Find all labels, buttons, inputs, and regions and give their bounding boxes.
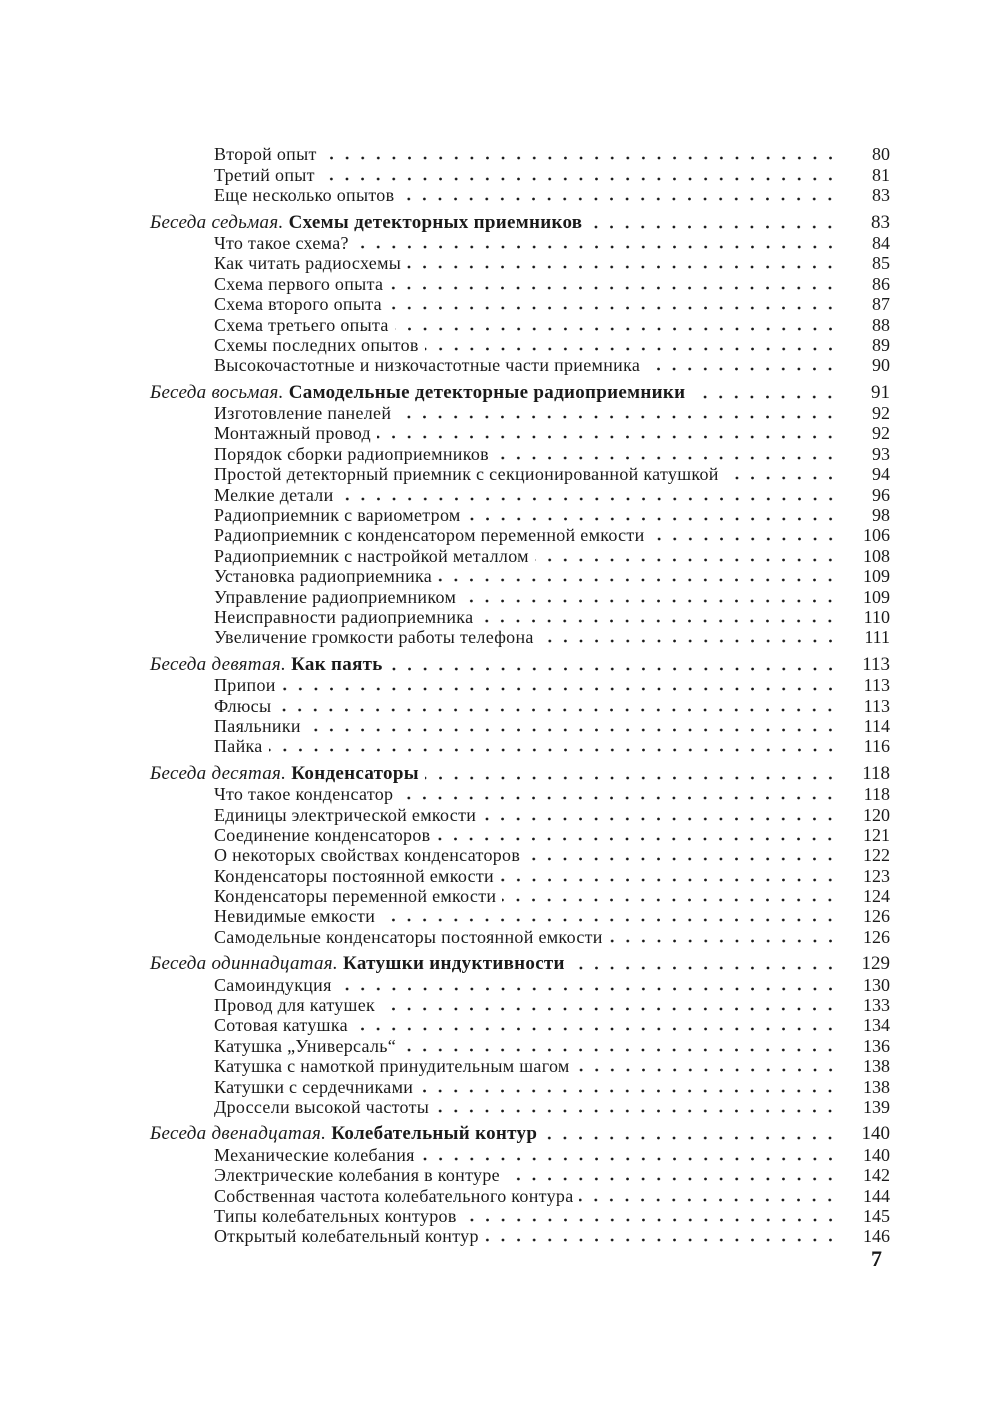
toc-entry (150, 906, 890, 926)
toc-entry-title: Еще несколько опытов (214, 185, 395, 206)
toc-entry-title: Флюсы (214, 695, 272, 716)
toc-entry-title: Порядок сборки радиоприемников (214, 443, 489, 464)
toc-entry (150, 505, 890, 525)
dot-leader (388, 305, 838, 311)
dot-leader (400, 196, 838, 202)
dot-leader (399, 795, 838, 801)
dot-leader (651, 536, 838, 542)
dot-leader (323, 155, 838, 161)
toc-entry-title: Паяльники (214, 715, 301, 736)
toc-entry-title (150, 383, 685, 403)
toc-page-number: 106 (863, 525, 890, 546)
toc-entry-title: Мелкие детали (214, 484, 334, 505)
dot-leader (646, 366, 838, 372)
dot-leader (571, 965, 838, 971)
dot-leader (435, 1108, 838, 1114)
toc-page-number: 110 (863, 606, 890, 627)
toc-entry (150, 736, 890, 756)
toc-section-entry (150, 763, 890, 783)
toc-entry-title: Схема первого опыта (214, 273, 384, 294)
dot-leader (576, 1067, 838, 1073)
toc-entry (150, 607, 890, 627)
toc-entry (150, 926, 890, 946)
toc-entry-title: Высокочастотные и низкочастотные части приемника (214, 355, 641, 376)
dot-leader (479, 618, 838, 624)
toc-entry-title: Схема третьего опыта (214, 314, 389, 335)
toc-entry-title: Простой детекторный приемник с секционированной катушкой (214, 464, 719, 485)
toc-entry (150, 253, 890, 273)
toc-entry-title: Катушка „Универсаль“ (214, 1035, 397, 1056)
toc-entry-title: Сотовая катушка (214, 1015, 348, 1036)
toc-entry (150, 443, 890, 463)
toc-page-number: 121 (863, 824, 890, 845)
toc-entry (150, 627, 890, 647)
dot-leader (277, 707, 838, 713)
toc-entry-title: Увеличение громкости работы телефона (214, 627, 534, 648)
dot-leader (438, 577, 838, 583)
dot-leader (282, 686, 838, 692)
toc-entry-title: Как читать радиосхемы (214, 253, 402, 274)
toc-entry-title: Конденсаторы постоянной емкости (214, 865, 494, 886)
dot-leader (321, 176, 838, 182)
toc-entry-title: Самодельные конденсаторы постоянной емкости (214, 926, 603, 947)
toc-entry (150, 273, 890, 293)
toc-entry (150, 865, 890, 885)
toc-entry-title: Механические колебания (214, 1144, 415, 1165)
toc-page-number: 146 (863, 1226, 890, 1247)
toc-entry (150, 1206, 890, 1226)
toc-entry (150, 1015, 890, 1035)
section-ordinal: Беседа двенадцатая. (150, 1123, 327, 1145)
toc-page-number: 118 (863, 784, 890, 805)
toc-entry (150, 1165, 890, 1185)
toc-page-number: 142 (863, 1165, 890, 1186)
toc-page-number: 129 (861, 953, 890, 975)
toc-entry-title (150, 655, 383, 675)
section-title: Конденсаторы (291, 762, 419, 784)
dot-leader (609, 938, 838, 944)
toc-entry-title: Установка радиоприемника (214, 566, 433, 587)
dot-leader (307, 727, 838, 733)
dot-leader (419, 1088, 838, 1094)
toc-entry-title (150, 764, 419, 784)
section-ordinal: Беседа девятая. (150, 653, 287, 675)
toc-entry (150, 586, 890, 606)
toc-entry-title: Провод для катушек (214, 995, 376, 1016)
dot-leader (269, 747, 838, 753)
dot-leader (495, 455, 838, 461)
toc-page-number: 94 (872, 464, 890, 485)
toc-page-number: 90 (872, 355, 890, 376)
section-ordinal: Беседа седьмая. (150, 211, 284, 233)
toc-entry (150, 525, 890, 545)
dot-leader (389, 285, 838, 291)
dot-leader (421, 1156, 838, 1162)
toc-page-number: 80 (872, 144, 890, 165)
toc-page-number: 139 (863, 1096, 890, 1117)
toc-entry-title: Открытый колебательный контур (214, 1226, 479, 1247)
dot-leader (381, 917, 838, 923)
toc-entry-title (150, 1124, 537, 1144)
toc-section-entry (150, 212, 890, 232)
toc-page-number: 86 (872, 273, 890, 294)
toc-page-number: 136 (863, 1035, 890, 1056)
toc-entry-title: Управление радиоприемником (214, 586, 457, 607)
dot-leader (462, 598, 838, 604)
toc-entry (150, 144, 890, 164)
toc-entry-title: Типы колебательных контуров (214, 1205, 457, 1226)
dot-leader (691, 394, 838, 400)
dot-leader (377, 434, 838, 440)
toc-entry (150, 784, 890, 804)
toc-page-number: 92 (872, 403, 890, 424)
dot-leader (588, 224, 838, 230)
toc-entry (150, 314, 890, 334)
dot-leader (543, 1135, 838, 1141)
section-title: Катушки индуктивности (343, 953, 565, 975)
dot-leader (407, 264, 838, 270)
dot-leader (340, 496, 838, 502)
toc-page-number: 85 (872, 253, 890, 274)
dot-leader (526, 856, 838, 862)
toc-page-number: 124 (863, 886, 890, 907)
dot-leader (535, 557, 838, 563)
toc-page-number: 140 (861, 1123, 890, 1145)
toc-page-number: 118 (862, 762, 890, 784)
toc-page-number: 89 (872, 334, 890, 355)
toc-section-entry (150, 382, 890, 402)
toc-entry (150, 545, 890, 565)
toc-page-number: 116 (863, 736, 890, 757)
section-title: Самодельные детекторные радиоприемники (288, 381, 686, 403)
toc-entry (150, 233, 890, 253)
toc-entry-title: Невидимые емкости (214, 906, 376, 927)
toc-page-number: 87 (872, 294, 890, 315)
toc-page-number: 88 (872, 314, 890, 335)
dot-leader (395, 326, 838, 332)
toc-page-number: 122 (863, 845, 890, 866)
toc-entry-title: Катушки с сердечниками (214, 1076, 414, 1097)
toc-entry-title: Катушка с намоткой принудительным шагом (214, 1056, 570, 1077)
toc-entry (150, 464, 890, 484)
toc-entry-title: Самоиндукция (214, 974, 332, 995)
page-number: 7 (871, 1246, 882, 1271)
toc-entry-title: Что такое схема? (214, 232, 349, 253)
toc-page-number: 114 (863, 715, 890, 736)
toc-page-number: 120 (863, 804, 890, 825)
section-ordinal: Беседа десятая. (150, 762, 287, 784)
toc-entry (150, 1185, 890, 1205)
toc-entry-title: Радиоприемник с вариометром (214, 505, 461, 526)
toc-page-number: 130 (863, 974, 890, 995)
toc-page-number: 145 (863, 1205, 890, 1226)
toc-entry (150, 164, 890, 184)
toc-page-number: 140 (863, 1144, 890, 1165)
toc-section-entry (150, 654, 890, 674)
toc-entry (150, 695, 890, 715)
toc-entry (150, 804, 890, 824)
toc-entry (150, 886, 890, 906)
toc-entry (150, 484, 890, 504)
toc-page-number: 123 (863, 865, 890, 886)
toc-entry-title: Монтажный провод (214, 423, 372, 444)
toc-page-number: 81 (872, 164, 890, 185)
dot-leader (381, 1006, 838, 1012)
toc-entry (150, 995, 890, 1015)
toc-entry (150, 716, 890, 736)
toc-page-number: 133 (863, 995, 890, 1016)
toc-entry-title: Соединение конденсаторов (214, 824, 431, 845)
toc-entry (150, 1226, 890, 1246)
toc-entry (150, 566, 890, 586)
toc-entry (150, 335, 890, 355)
toc-entry-title: Собственная частота колебательного контура (214, 1185, 574, 1206)
toc-page-number: 144 (863, 1185, 890, 1206)
dot-leader (338, 986, 838, 992)
toc-page-number: 84 (872, 232, 890, 253)
dot-leader (436, 836, 838, 842)
dot-leader (354, 1026, 838, 1032)
dot-leader (485, 1237, 838, 1243)
toc-entry-title: Припои (214, 675, 276, 696)
toc-page-number: 109 (863, 586, 890, 607)
toc-entry-title: Конденсаторы переменной емкости (214, 886, 497, 907)
dot-leader (355, 244, 838, 250)
toc-page-number: 92 (872, 423, 890, 444)
toc-entry-title: Третий опыт (214, 164, 315, 185)
section-ordinal: Беседа восьмая. (150, 381, 284, 403)
toc-page-number: 111 (864, 627, 890, 648)
section-title: Схемы детекторных приемников (288, 211, 583, 233)
toc-entry (150, 845, 890, 865)
toc-page-number: 138 (863, 1056, 890, 1077)
dot-leader (463, 1217, 838, 1223)
dot-leader (579, 1197, 838, 1203)
toc-page-number: 98 (872, 505, 890, 526)
dot-leader (402, 1047, 838, 1053)
dot-leader (467, 516, 838, 522)
toc-entry-title: Радиоприемник с настройкой металлом (214, 545, 529, 566)
toc-entry (150, 974, 890, 994)
toc-page-number: 134 (863, 1015, 890, 1036)
toc-page-number: 113 (863, 675, 890, 696)
toc-entry (150, 1076, 890, 1096)
toc-entry (150, 1035, 890, 1055)
toc-page-number: 126 (863, 926, 890, 947)
toc-page-number: 109 (863, 566, 890, 587)
toc-entry (150, 423, 890, 443)
dot-leader (725, 475, 838, 481)
toc-entry (150, 1097, 890, 1117)
dot-leader (540, 638, 838, 644)
toc-page-number: 113 (863, 695, 890, 716)
toc-page-number: 108 (863, 545, 890, 566)
table-of-contents (150, 144, 890, 1246)
toc-section-entry (150, 1124, 890, 1144)
toc-entry (150, 294, 890, 314)
dot-leader (500, 877, 838, 883)
toc-page-number: 83 (872, 185, 890, 206)
section-ordinal: Беседа одиннадцатая. (150, 953, 338, 975)
toc-entry-title (150, 213, 582, 233)
dot-leader (389, 666, 838, 672)
toc-entry-title: Радиоприемник с конденсатором переменной емкости (214, 525, 645, 546)
toc-page-number: 113 (862, 653, 890, 675)
toc-page-number: 126 (863, 906, 890, 927)
toc-entry-title: О некоторых свойствах конденсаторов (214, 845, 521, 866)
toc-entry (150, 403, 890, 423)
toc-entry-title: Пайка (214, 736, 263, 757)
toc-entry-title: Дроссели высокой частоты (214, 1096, 430, 1117)
toc-entry-title: Схемы последних опытов (214, 334, 419, 355)
toc-page-number: 138 (863, 1076, 890, 1097)
toc-entry-title: Электрические колебания в контуре (214, 1165, 500, 1186)
toc-entry-title: Второй опыт (214, 144, 317, 165)
toc-section-entry (150, 954, 890, 974)
toc-entry-title: Единицы электрической емкости (214, 804, 477, 825)
toc-entry-title: Что такое конденсатор (214, 784, 394, 805)
toc-entry (150, 355, 890, 375)
toc-page-number: 83 (871, 211, 890, 233)
toc-entry (150, 1144, 890, 1164)
dot-leader (425, 346, 838, 352)
toc-entry-title: Изготовление панелей (214, 403, 392, 424)
toc-entry-title: Неисправности радиоприемника (214, 606, 474, 627)
toc-page-number: 96 (872, 484, 890, 505)
toc-entry (150, 1056, 890, 1076)
dot-leader (397, 414, 838, 420)
dot-leader (502, 897, 838, 903)
dot-leader (425, 775, 838, 781)
toc-entry (150, 675, 890, 695)
toc-entry-title: Схема второго опыта (214, 294, 382, 315)
section-title: Колебательный контур (331, 1123, 538, 1145)
toc-entry (150, 185, 890, 205)
dot-leader (482, 816, 838, 822)
toc-entry-title (150, 954, 565, 974)
toc-entry (150, 825, 890, 845)
toc-page-number: 91 (871, 381, 890, 403)
dot-leader (506, 1176, 838, 1182)
toc-page-number: 93 (872, 443, 890, 464)
section-title: Как паять (291, 653, 383, 675)
